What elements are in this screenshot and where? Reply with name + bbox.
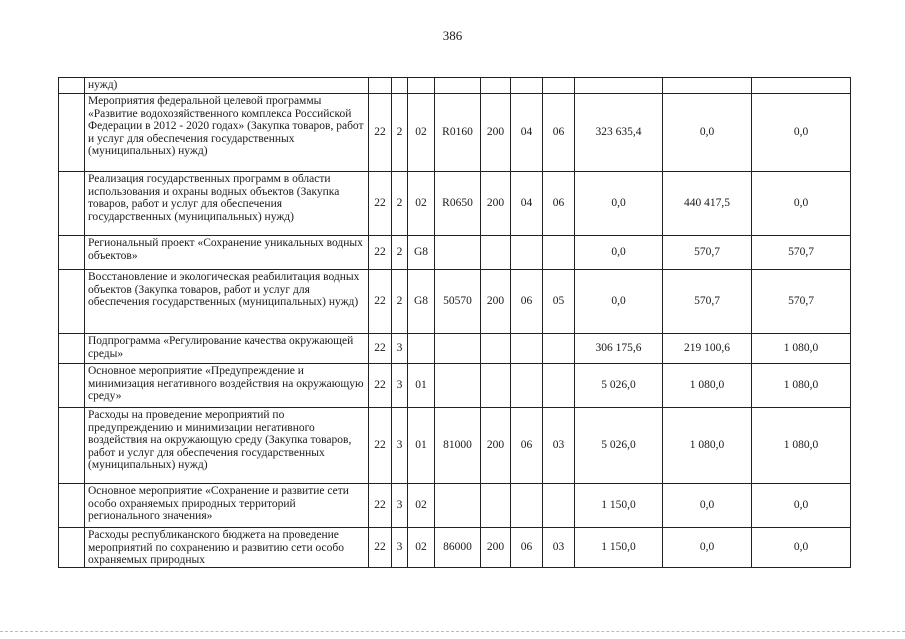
item-name-cell: Реализация государственных программ в области использования и охраны водных объектов (Закупка товаров, работ и услуг для обеспечения государственных (муниципальных) нужд) <box>85 172 369 236</box>
activity-code-cell: 01 <box>408 408 435 484</box>
subsection-code-cell: 03 <box>543 408 575 484</box>
row-number-cell <box>59 364 85 408</box>
program-code-cell: 22 <box>369 236 392 270</box>
subsection-code-cell <box>543 364 575 408</box>
subsection-code-cell: 03 <box>543 528 575 568</box>
amount-year2-cell: 219 100,6 <box>663 334 752 364</box>
expense-type-cell <box>481 334 511 364</box>
section-code-cell: 06 <box>511 270 543 334</box>
amount-year1-cell: 306 175,6 <box>575 334 663 364</box>
page-number: 386 <box>442 28 463 43</box>
expense-type-cell <box>481 484 511 528</box>
section-code-cell: 06 <box>511 408 543 484</box>
program-code-cell: 22 <box>369 408 392 484</box>
item-name-cell: Мероприятия федеральной целевой программы «Развитие водохозяйственного комплекса Российской Федерации в 2012 - 2020 годах» (Закупка товаров, работ и услуг для обеспечения государственных (муниципальных) нужд) <box>85 94 369 172</box>
activity-code-cell: 02 <box>408 528 435 568</box>
table-row <box>59 172 851 236</box>
amount-year3-cell: 1 080,0 <box>752 364 851 408</box>
amount-year3-cell: 0,0 <box>752 172 851 236</box>
subprogram-code-cell: 3 <box>392 484 408 528</box>
amount-year2-cell: 570,7 <box>663 270 752 334</box>
item-name-cell: Расходы республиканского бюджета на проведение мероприятий по сохранению и развитию сети особо охраняемых природных <box>85 528 369 568</box>
amount-year3-cell: 0,0 <box>752 528 851 568</box>
expense-type-cell: 200 <box>481 270 511 334</box>
item-name-cell: Подпрограмма «Регулирование качества окружающей среды» <box>85 334 369 364</box>
amount-year1-cell: 0,0 <box>575 270 663 334</box>
activity-code-cell: G8 <box>408 270 435 334</box>
amount-year2-cell: 1 080,0 <box>663 364 752 408</box>
amount-year3-cell: 0,0 <box>752 484 851 528</box>
row-number-cell <box>59 78 85 94</box>
amount-year1-cell: 1 150,0 <box>575 528 663 568</box>
subprogram-code-cell: 2 <box>392 236 408 270</box>
subprogram-code-cell: 2 <box>392 172 408 236</box>
subprogram-code-cell: 2 <box>392 94 408 172</box>
table-row <box>59 236 851 270</box>
direction-code-cell <box>435 78 481 94</box>
budget-table <box>58 77 851 568</box>
amount-year2-cell: 0,0 <box>663 94 752 172</box>
direction-code-cell <box>435 236 481 270</box>
expense-type-cell: 200 <box>481 528 511 568</box>
amount-year3-cell: 0,0 <box>752 94 851 172</box>
direction-code-cell: 86000 <box>435 528 481 568</box>
subsection-code-cell <box>543 484 575 528</box>
expense-type-cell: 200 <box>481 172 511 236</box>
direction-code-cell: 81000 <box>435 408 481 484</box>
item-name-cell: Основное мероприятие «Сохранение и развитие сети особо охраняемых природных территорий регионального значения» <box>85 484 369 528</box>
subsection-code-cell: 06 <box>543 94 575 172</box>
subprogram-code-cell: 3 <box>392 408 408 484</box>
subprogram-code-cell: 3 <box>392 528 408 568</box>
activity-code-cell: 02 <box>408 94 435 172</box>
item-name-cell: Расходы на проведение мероприятий по предупреждению и минимизации негативного воздействия на окружающую среду (Закупка товаров, работ и услуг для обеспечения государственных (муниципальных) нужд) <box>85 408 369 484</box>
activity-code-cell <box>408 334 435 364</box>
row-number-cell <box>59 236 85 270</box>
item-name-cell: Восстановление и экологическая реабилитация водных объектов (Закупка товаров, работ и услуг для обеспечения государственных (муниципальных) нужд) <box>85 270 369 334</box>
table-row <box>59 364 851 408</box>
row-number-cell <box>59 94 85 172</box>
row-number-cell <box>59 172 85 236</box>
program-code-cell: 22 <box>369 270 392 334</box>
subprogram-code-cell: 2 <box>392 270 408 334</box>
page-bottom-edge <box>0 631 905 632</box>
direction-code-cell <box>435 364 481 408</box>
direction-code-cell: R0650 <box>435 172 481 236</box>
item-name-cell: нужд) <box>85 78 369 94</box>
program-code-cell: 22 <box>369 334 392 364</box>
subsection-code-cell <box>543 78 575 94</box>
activity-code-cell: G8 <box>408 236 435 270</box>
table-row <box>59 408 851 484</box>
table-row <box>59 528 851 568</box>
amount-year1-cell: 1 150,0 <box>575 484 663 528</box>
amount-year1-cell: 0,0 <box>575 236 663 270</box>
section-code-cell <box>511 364 543 408</box>
program-code-cell: 22 <box>369 364 392 408</box>
table-row <box>59 78 851 94</box>
direction-code-cell <box>435 484 481 528</box>
subsection-code-cell <box>543 236 575 270</box>
activity-code-cell: 01 <box>408 364 435 408</box>
expense-type-cell <box>481 78 511 94</box>
program-code-cell: 22 <box>369 94 392 172</box>
program-code-cell <box>369 78 392 94</box>
activity-code-cell: 02 <box>408 172 435 236</box>
row-number-cell <box>59 484 85 528</box>
row-number-cell <box>59 528 85 568</box>
section-code-cell <box>511 78 543 94</box>
expense-type-cell: 200 <box>481 408 511 484</box>
section-code-cell: 04 <box>511 172 543 236</box>
section-code-cell <box>511 334 543 364</box>
expense-type-cell <box>481 364 511 408</box>
amount-year1-cell: 5 026,0 <box>575 408 663 484</box>
subprogram-code-cell: 3 <box>392 334 408 364</box>
row-number-cell <box>59 334 85 364</box>
amount-year3-cell <box>752 78 851 94</box>
table-row <box>59 94 851 172</box>
section-code-cell: 06 <box>511 528 543 568</box>
amount-year3-cell: 570,7 <box>752 270 851 334</box>
section-code-cell: 04 <box>511 94 543 172</box>
program-code-cell: 22 <box>369 172 392 236</box>
amount-year3-cell: 1 080,0 <box>752 334 851 364</box>
direction-code-cell <box>435 334 481 364</box>
amount-year2-cell: 1 080,0 <box>663 408 752 484</box>
table-row <box>59 484 851 528</box>
activity-code-cell: 02 <box>408 484 435 528</box>
amount-year3-cell: 1 080,0 <box>752 408 851 484</box>
program-code-cell: 22 <box>369 528 392 568</box>
amount-year1-cell <box>575 78 663 94</box>
section-code-cell <box>511 236 543 270</box>
table-row <box>59 334 851 364</box>
amount-year1-cell: 0,0 <box>575 172 663 236</box>
expense-type-cell <box>481 236 511 270</box>
expense-type-cell: 200 <box>481 94 511 172</box>
amount-year2-cell <box>663 78 752 94</box>
direction-code-cell: 50570 <box>435 270 481 334</box>
row-number-cell <box>59 270 85 334</box>
section-code-cell <box>511 484 543 528</box>
subsection-code-cell <box>543 334 575 364</box>
row-number-cell <box>59 408 85 484</box>
subprogram-code-cell <box>392 78 408 94</box>
amount-year2-cell: 570,7 <box>663 236 752 270</box>
amount-year3-cell: 570,7 <box>752 236 851 270</box>
item-name-cell: Основное мероприятие «Предупреждение и минимизация негативного воздействия на окружающую среду» <box>85 364 369 408</box>
amount-year2-cell: 0,0 <box>663 484 752 528</box>
table-row <box>59 270 851 334</box>
direction-code-cell: R0160 <box>435 94 481 172</box>
subprogram-code-cell: 3 <box>392 364 408 408</box>
amount-year2-cell: 0,0 <box>663 528 752 568</box>
amount-year2-cell: 440 417,5 <box>663 172 752 236</box>
subsection-code-cell: 05 <box>543 270 575 334</box>
amount-year1-cell: 5 026,0 <box>575 364 663 408</box>
item-name-cell: Региональный проект «Сохранение уникальных водных объектов» <box>85 236 369 270</box>
program-code-cell: 22 <box>369 484 392 528</box>
amount-year1-cell: 323 635,4 <box>575 94 663 172</box>
subsection-code-cell: 06 <box>543 172 575 236</box>
activity-code-cell <box>408 78 435 94</box>
